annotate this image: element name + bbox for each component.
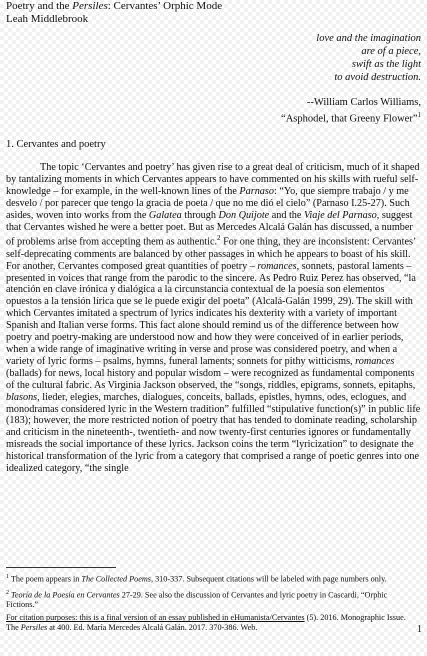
text-run: For one thing, they are inconsistent: Cervantes’ self-deprecating comments are balanced by other passages in which he appears to boast of his skill. For another, Cervantes composed great quantities of poetry – [6,236,416,272]
text-run: , lieder, elegies, marches, dialogues, conceits, ballads, epistles, hymns, odes, eclogues, and monodramas considered lyric in the Western tradition” fulfilled “stipulative function(s)” in public life (183); however, the more restricted notion of poetry that has tended to dominate reading, scholarship and criticism in the nineteenth-, twentieth- and now twenty-first centuries ignores or fundamentally misreads the social importance of these lyrics. Jackson coins the term “lyricization” to designate the historical transformation of the lyric from a category that comprised a range of poetic genres into one idealized category, “the single [6,391,421,475]
italic-term: romances [257,260,297,272]
text-run: , suggest that Cervantes wished he were a better poet. But as Mercedes Alcalá Galán has discussed, a number of problems arise from accepting them as authentic. [6,209,413,248]
body-paragraph [6,162,421,475]
text-run: The poem appears in [9,574,82,584]
epigraph-line: love and the imagination [316,33,421,44]
text-run: (ballads) for news, local history and popular wisdom – were recognized as fundamental components of the cultural fabric. As Virginia Jackson observed, the “songs, riddles, epigrams, sonnets, epitaphs, [6,367,416,391]
italic-title: Parnaso [239,185,274,197]
footnote-number: 2 [6,589,9,596]
text-run: at 400. Ed. María Mercedes Alcalá Galán. 2017. 370-386. Web. [47,623,258,633]
document-title [6,0,222,13]
text-run: , sonnets, pastoral laments – presented in voices that range from the parodic to the sincere. As Pedro Ruiz Perez has observed, “la atención en clave irónica y dialógica a la circunstancia contextual de la poesía son elementos opuestos a la tensión lírica que se le puede exigir del poeta” (Alcalá-Galán 1999, 29). The skill with which Cervantes imitated a spectrum of lyrics indicates his dexterity with a variety of important Spanish and Italian verse forms. This fact alone should remind us of the difference between how poetry and poetry-making are understood now and how they were conceived of in earlier periods, when a wide range of imaginative writing in verse and prose was considered poetry, and when a variety of lyric forms – psalms, hymns, funeral laments; sonnets for pithy witticisms, [6,260,416,367]
author-name: Leah Middlebrook [6,13,89,25]
italic-title: Galatea [148,209,182,221]
text-run: and the [269,209,304,221]
attribution-author: --William Carlos Williams, [306,97,421,108]
italic-title: Persiles [20,623,48,633]
citation-link[interactable]: For citation purposes: this is a final version of an essay published in eHumanista/Cervantes [6,613,305,623]
footnotes [6,572,406,636]
text-run: (5). 2016. Monographic Issue. The [6,613,406,633]
text-run: : “Yo, que siempre trabajo / y me desvelo / por parecer que tengo la gracia de poeta / que no me dió el cielo” (Parnaso I.25-27). Such asides, woven into works from the [6,185,410,221]
title-text: Poetry and the [6,0,73,12]
text-run: through [181,209,219,221]
italic-title: The Collected Poems [81,574,151,584]
footnote-1 [6,572,406,585]
footnote-marker: 2 [217,234,221,243]
footnote-2 [6,588,406,611]
epigraph [316,32,421,84]
epigraph-attribution [281,96,421,126]
epigraph-line: swift as the light [351,59,421,70]
attribution-work-title: “Asphodel, that Greeny Flower” [281,113,418,125]
section-heading: 1. Cervantes and poetry [6,139,106,150]
attribution-work [281,109,421,126]
footnote-marker: 1 [417,111,421,119]
title-text-end: : Cervantes’ Orphic Mode [107,0,223,12]
title-italic-text: Persiles [72,0,108,12]
body-text [6,162,421,475]
italic-title: Teoría de la Poesía en Cervantes [11,590,120,600]
page-number: 1 [417,624,422,635]
footnote-number: 1 [6,574,9,580]
citation-note [6,613,406,633]
text-run: The topic ‘Cervantes and poetry’ has given rise to a great deal of criticism, much of it shaped by tantalizing moments in which Cervantes appears to have commented on his skills with rueful self-knowledge – for example, in the well-known lines of the [6,162,420,197]
text-run: 27-29. See also the discussion of Cervantes and lyric poetry in Cascardi, “Orphic Fictions.” [6,590,388,610]
epigraph-line: to avoid destruction. [334,72,421,83]
footnote-divider [6,567,116,568]
italic-term: blasons [6,391,38,403]
italic-term: romances [355,355,395,367]
epigraph-line: are of a piece, [361,46,421,57]
text-run: , 310-337. Subsequent citations will be labeled with page numbers only. [150,574,387,584]
italic-title: Viaje del Parnaso [303,209,377,221]
italic-title: Don Quijote [218,209,270,221]
